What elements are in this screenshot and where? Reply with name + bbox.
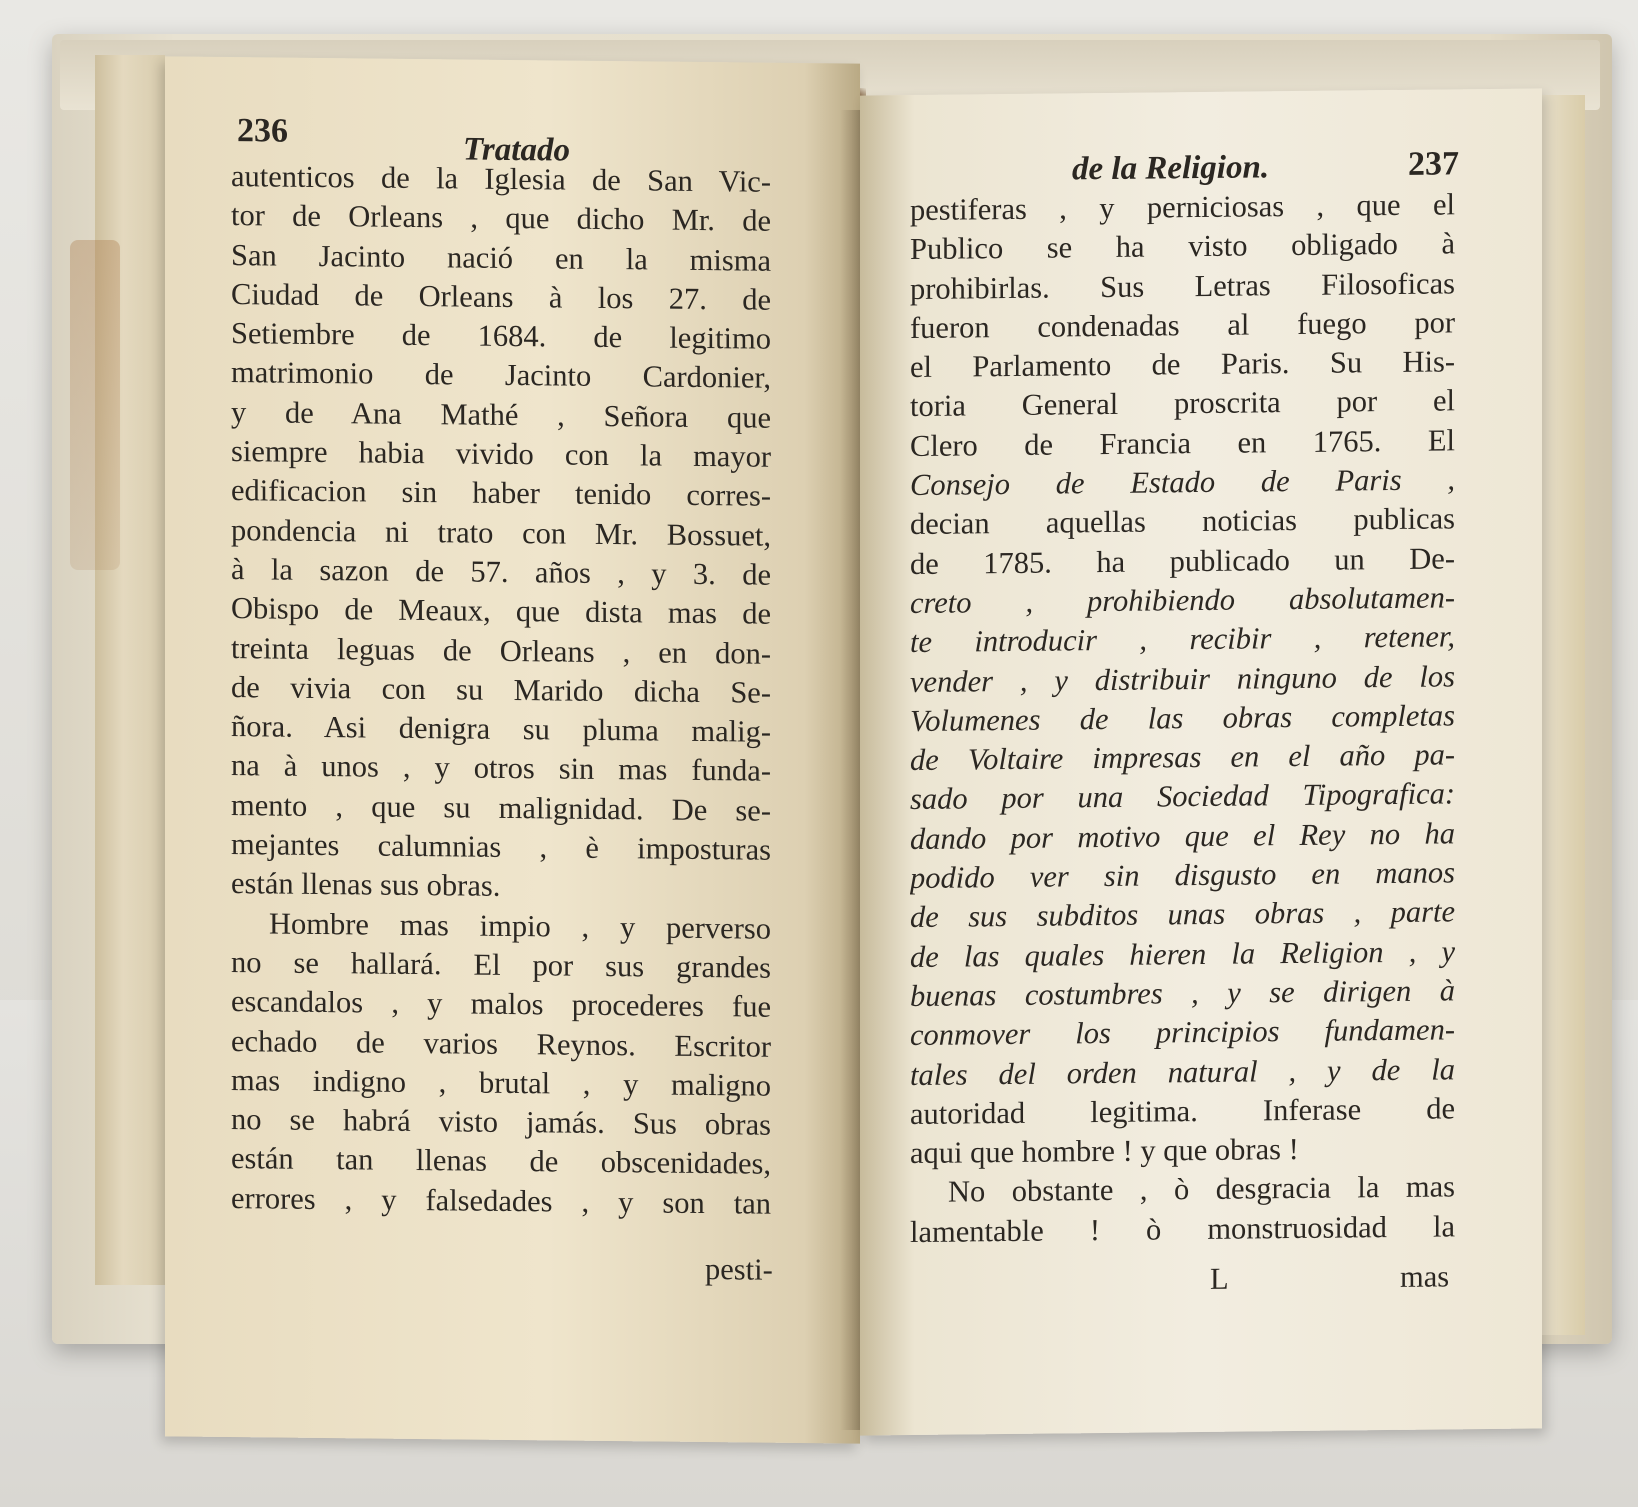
right-line: tales del orden natural , y de la xyxy=(910,1051,1455,1092)
right-line: fueron condenadas al fuego por xyxy=(910,305,1455,345)
right-line: te introducir , recibir , retener, xyxy=(910,619,1455,660)
left-page-number: 236 xyxy=(237,112,288,150)
right-line: el Parlamento de Paris. Su His- xyxy=(910,344,1455,385)
left-line: siempre habia vivido con la mayor xyxy=(231,434,771,474)
left-running-head: Tratado xyxy=(463,131,570,169)
signature-mark: L xyxy=(1210,1261,1229,1296)
right-line: vender , y distribuir ninguno de los xyxy=(910,658,1455,699)
right-line: de Voltaire impresas en el año pa- xyxy=(910,737,1455,778)
left-line: están tan llenas de obscenidades, xyxy=(231,1141,771,1182)
left-line: errores , y falsedades , y son tan xyxy=(231,1180,771,1221)
left-line: San Jacinto nació en la misma xyxy=(231,237,771,278)
left-text-block xyxy=(231,157,771,1224)
left-line: treinta leguas de Orleans , en don- xyxy=(231,630,771,671)
right-line: podido ver sin disgusto en manos xyxy=(910,855,1455,896)
right-line: dando por motivo que el Rey no ha xyxy=(910,816,1455,856)
right-line: buenas costumbres , y se dirigen à xyxy=(910,973,1455,1013)
right-line: Volumenes de las obras completas xyxy=(910,698,1455,738)
right-text-block xyxy=(910,185,1455,1252)
page-stain xyxy=(70,240,120,570)
left-line: mento , que su malignidad. De se- xyxy=(231,787,771,828)
right-line: aqui que hombre ! y que obras ! xyxy=(910,1132,1299,1171)
right-line: de 1785. ha publicado un De- xyxy=(910,541,1455,581)
left-catchword: pesti- xyxy=(705,1252,773,1287)
right-line: de sus subditos unas obras , parte xyxy=(910,894,1455,935)
left-line: mejantes calumnias , è imposturas xyxy=(231,827,771,867)
right-page-number: 237 xyxy=(1408,145,1459,183)
left-line: no se habrá visto jamás. Sus obras xyxy=(231,1102,771,1142)
right-line: Publico se ha visto obligado à xyxy=(910,226,1455,267)
left-line: à la sazon de 57. años , y 3. de xyxy=(231,552,771,592)
right-line: creto , prohibiendo absolutamen- xyxy=(910,580,1455,621)
right-line: Consejo de Estado de Paris , xyxy=(910,462,1455,503)
left-line: mas indigno , brutal , y maligno xyxy=(231,1062,771,1103)
right-line: prohibirlas. Sus Letras Filosoficas xyxy=(910,265,1455,306)
right-line: decian aquellas noticias publicas xyxy=(910,501,1455,542)
left-line: de vivia con su Marido dicha Se- xyxy=(231,669,771,710)
left-line: ñora. Asi denigra su pluma malig- xyxy=(231,709,771,749)
right-page xyxy=(860,88,1542,1435)
right-line: autoridad legitima. Inferase de xyxy=(910,1091,1455,1131)
left-line: Ciudad de Orleans à los 27. de xyxy=(231,276,771,317)
left-line: están llenas sus obras. xyxy=(231,866,501,904)
left-page xyxy=(165,56,860,1443)
right-line: sado por una Sociedad Tipografica: xyxy=(910,776,1455,817)
right-line: No obstante , ò desgracia la mas xyxy=(948,1169,1455,1210)
left-line: autenticos de la Iglesia de San Vic- xyxy=(231,159,771,199)
left-line: y de Ana Mathé , Señora que xyxy=(231,394,771,435)
right-leaf-edges xyxy=(1540,95,1585,1335)
right-line: Clero de Francia en 1765. El xyxy=(910,423,1455,463)
left-line: tor de Orleans , que dicho Mr. de xyxy=(231,198,771,239)
right-catchword: mas xyxy=(1400,1259,1450,1294)
left-line: matrimonio de Jacinto Cardonier, xyxy=(231,355,771,396)
left-line: pondencia ni trato con Mr. Bossuet, xyxy=(231,512,771,553)
left-line: Obispo de Meaux, que dista mas de xyxy=(231,591,771,631)
left-line: echado de varios Reynos. Escritor xyxy=(231,1023,771,1064)
right-line: pestiferas , y perniciosas , que el xyxy=(910,187,1455,228)
right-running-head: de la Religion. xyxy=(1072,149,1270,188)
right-line: conmover los principios fundamen- xyxy=(910,1012,1455,1053)
right-line: toria General proscrita por el xyxy=(910,383,1455,424)
left-line: Hombre mas impio , y perverso xyxy=(269,906,771,946)
left-line: no se hallará. El por sus grandes xyxy=(231,944,771,985)
right-line: de las quales hieren la Religion , y xyxy=(910,933,1455,974)
left-line: na à unos , y otros sin mas funda- xyxy=(231,748,771,789)
left-line: Setiembre de 1684. de legitimo xyxy=(231,316,771,356)
left-line: edificacion sin haber tenido corres- xyxy=(231,473,771,514)
left-line: escandalos , y malos procederes fue xyxy=(231,984,771,1024)
right-line: lamentable ! ò monstruosidad la xyxy=(910,1209,1455,1249)
